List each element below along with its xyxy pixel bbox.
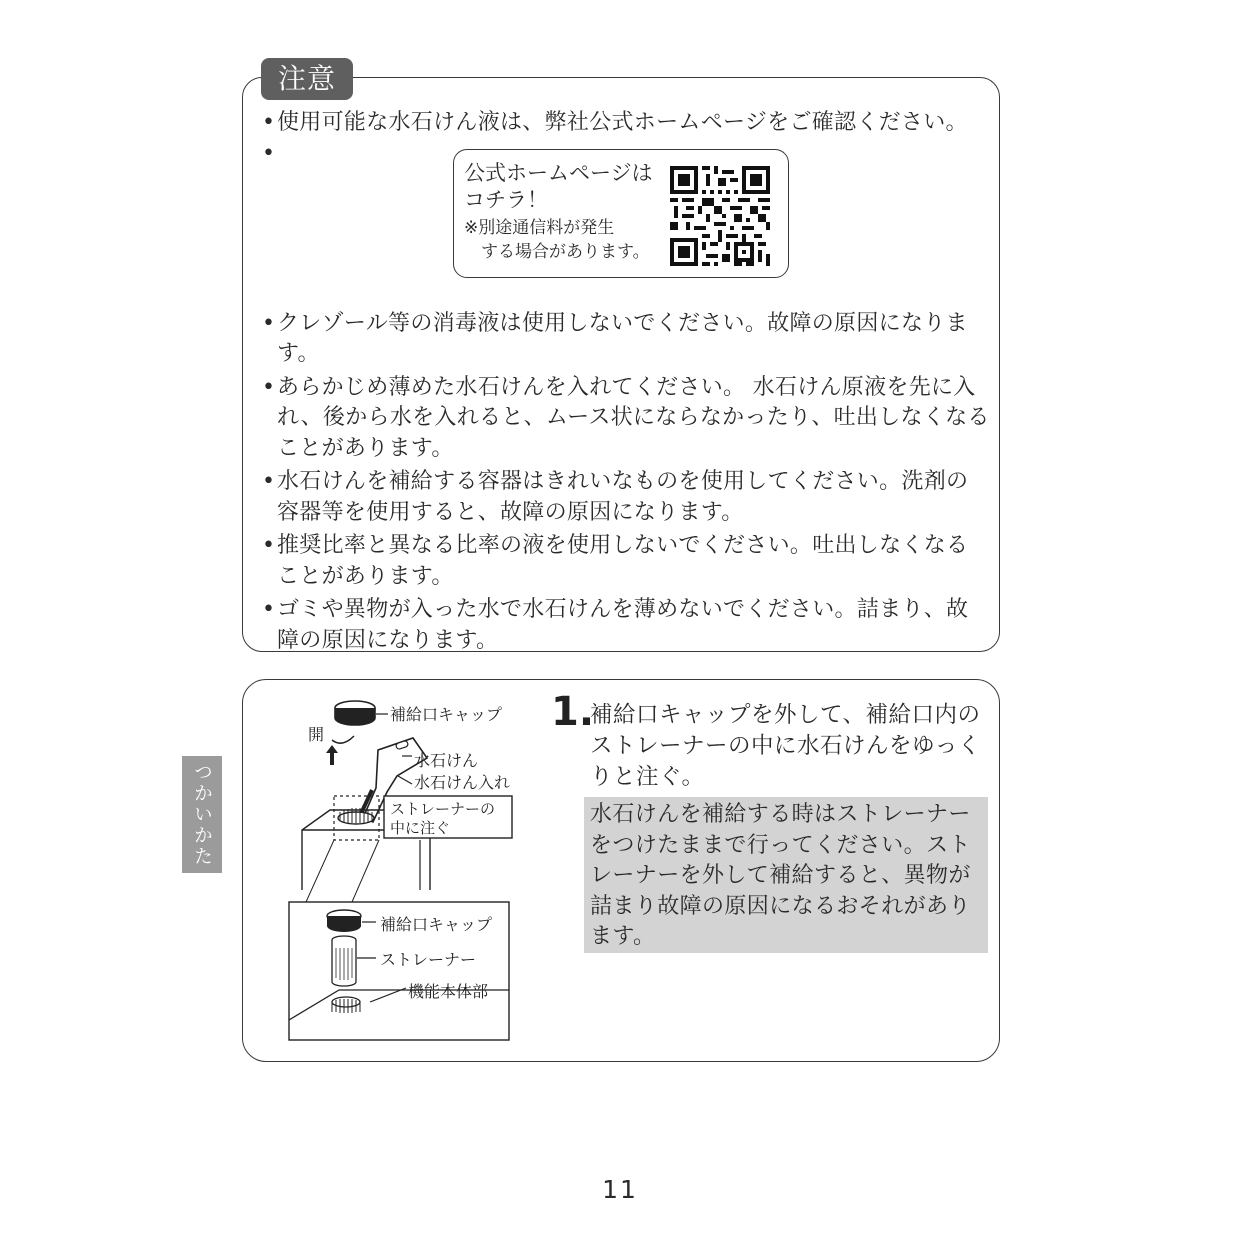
caution-item: • クレゾール等の消毒液は使用しないでください。故障の原因になります。: [262, 309, 990, 370]
caution-item: • 水石けんを補給する容器はきれいなものを使用してください。洗剤の容器等を使用すると、故障の原因になります。: [262, 467, 990, 528]
cap-detail-icon: [327, 910, 361, 932]
qr-code-icon[interactable]: [670, 166, 770, 266]
step-instruction: 補給口キャップを外して、補給口内のストレーナーの中に水石けんをゆっくりと注ぐ。: [590, 702, 981, 790]
rotate-arrow-icon: [332, 736, 354, 743]
qr-note: ※別途通信料が発生 する場合があります。: [464, 218, 650, 262]
caution-item: • 使用可能な水石けん液は、弊社公式ホームページをご確認ください。: [262, 108, 990, 139]
up-arrow-icon: [326, 745, 338, 765]
qr-info-box: [453, 149, 789, 278]
caution-item: • 推奨比率と異なる比率の液を使用しないでください。吐出しなくなることがあります。: [262, 531, 990, 592]
label-soap: 水石けん: [414, 751, 479, 770]
label-open: 開: [308, 725, 325, 744]
label-strainer: ストレーナー: [380, 950, 477, 969]
caution-item: • あらかじめ薄めた水石けんを入れてください。 水石けん原液を先に入れ、後から水を入れると、ムース状にならなかったり、吐出しなくなることがあります。: [262, 373, 990, 465]
refill-illustration: [270, 690, 550, 1050]
label-pour-line1: ストレーナーの: [390, 800, 496, 818]
label-pour-line2: 中に注ぐ: [390, 819, 451, 837]
caution-label: 注意: [261, 58, 353, 100]
step-number: 1.: [551, 689, 595, 735]
label-container: 水石けん入れ: [414, 773, 511, 792]
caution-item: • ゴミや異物が入った水で水石けんを薄めないでください。詰まり、故障の原因になります。: [262, 595, 990, 656]
strainer-icon: [332, 936, 356, 986]
qr-title: 公式ホームページは コチラ！: [464, 161, 653, 212]
label-cap: 補給口キャップ: [390, 705, 503, 724]
label-body: 機能本体部: [408, 982, 489, 1001]
step-note: 水石けんを補給する時はストレーナーをつけたままで行ってください。ストレーナーを外して補給すると、異物が詰まり故障の原因になるおそれがあります。: [584, 797, 988, 953]
side-tab-usage: つかいかた: [182, 756, 222, 873]
cap-icon: [335, 701, 375, 725]
page-number: 11: [602, 1175, 638, 1204]
label-cap-detail: 補給口キャップ: [380, 915, 493, 934]
